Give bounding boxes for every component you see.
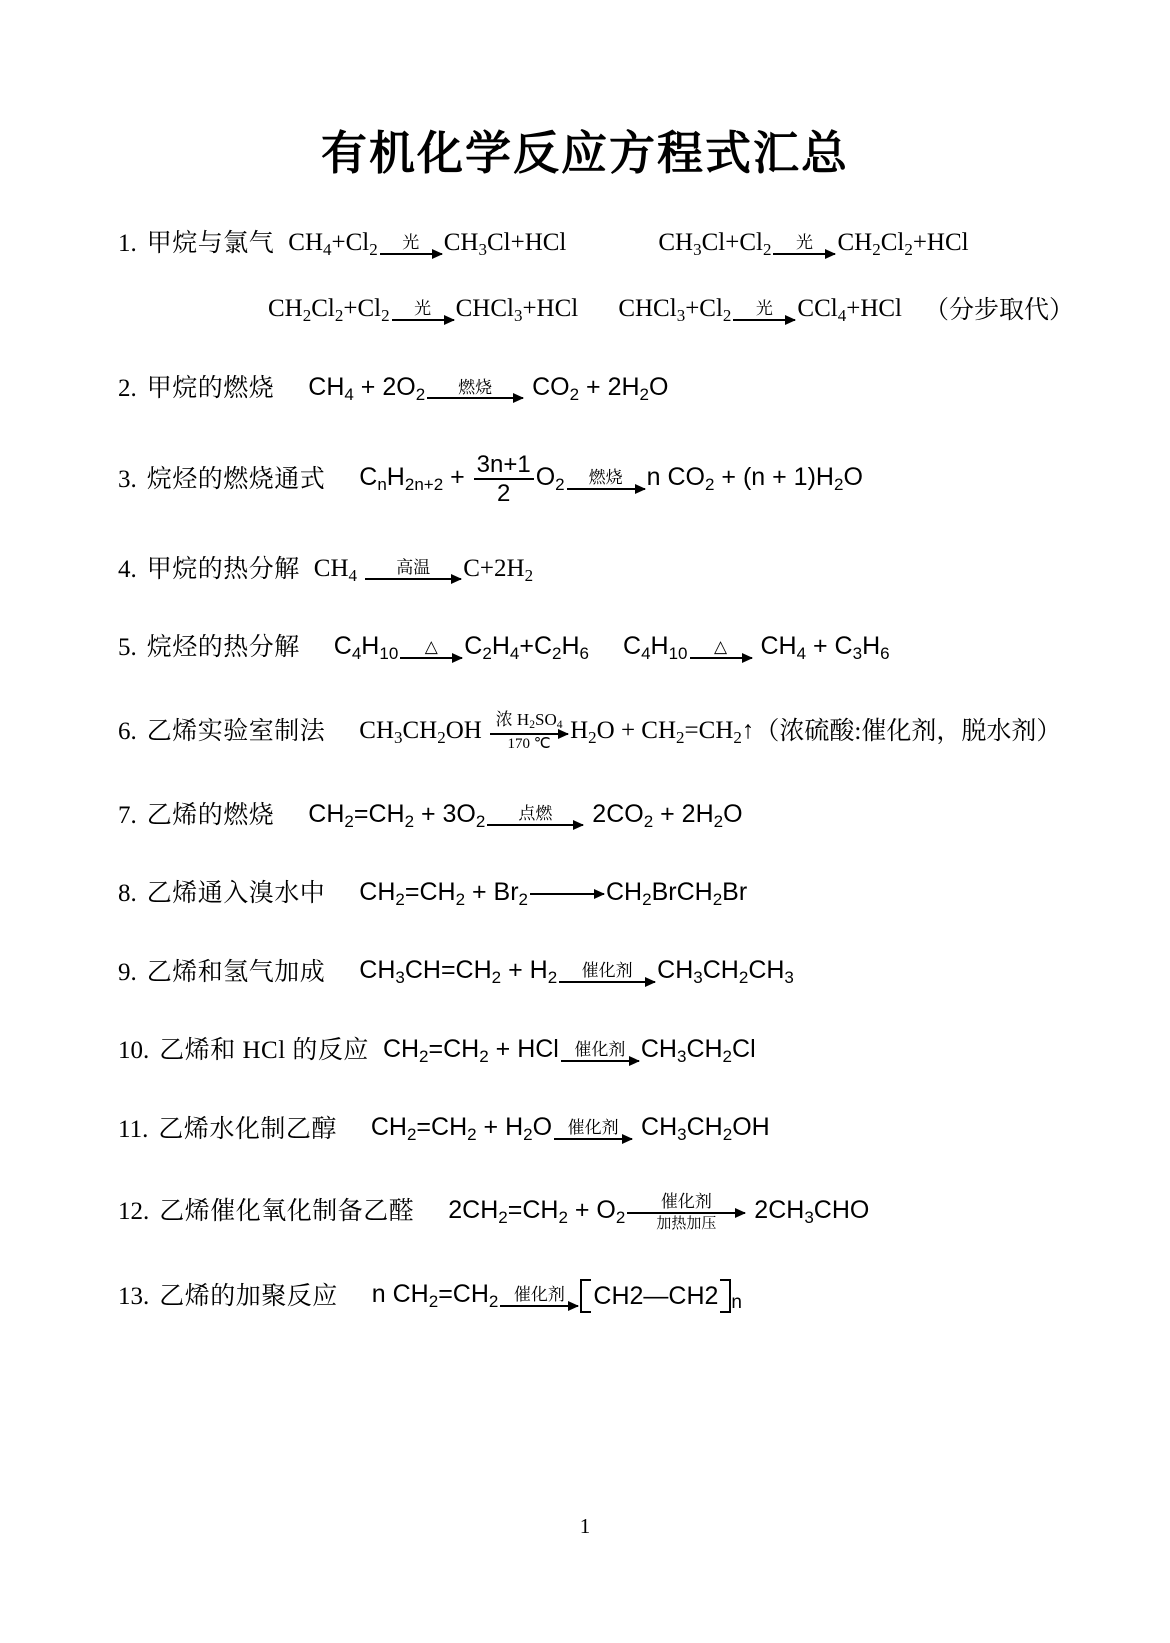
equation-list <box>0 229 1170 1313</box>
list-item-3 <box>118 452 1074 506</box>
products: $CH_3CH_2CH_3$ <box>657 956 794 988</box>
equation-row <box>118 229 1074 259</box>
item-label: 甲烷的燃烧 <box>146 375 275 403</box>
list-item-9 <box>118 957 1074 987</box>
products: CHCl$_3$+HCl <box>455 295 579 326</box>
equation-row <box>118 374 1074 404</box>
equation-row <box>118 711 1074 752</box>
arrow-shaft <box>773 253 835 255</box>
arrow-shaft <box>380 253 442 255</box>
reactants: $CH_2=CH_2 + H_2O$ <box>370 1113 553 1145</box>
arrow-condition-above: 燃烧 <box>588 467 623 487</box>
reaction-arrow <box>365 559 461 580</box>
arrow-shaft <box>690 657 752 659</box>
arrow-shaft <box>561 1060 639 1062</box>
arrow-shaft <box>365 578 461 580</box>
reaction-arrow <box>500 1286 578 1307</box>
equation-1a <box>288 229 566 259</box>
products: $CH_4 + C_3H_6$ <box>753 632 890 663</box>
item-number: 10. <box>118 1037 150 1065</box>
polymer-structure <box>580 1279 742 1313</box>
fraction-numerator: 3n+1 <box>476 451 531 479</box>
reactants: $CH_4 + 2O_2$ <box>308 372 426 404</box>
list-item-10 <box>118 1036 1074 1066</box>
arrow-condition-above: 催化剂 <box>513 1284 565 1304</box>
item-label: 甲烷与氯气 <box>146 230 275 258</box>
reactants: $CH_2=CH_2 + 3O_2$ <box>308 799 486 831</box>
reactants: $C_4H_{10}$ <box>333 632 399 663</box>
arrow-condition-above: △ <box>424 636 438 656</box>
list-item-5 <box>118 633 1074 663</box>
equation-row <box>118 633 1074 663</box>
reactants: $CH_4$ <box>313 554 357 585</box>
item-number: 8. <box>118 880 137 908</box>
products: $CO_2 + 2H_2O$ <box>525 372 669 404</box>
products: $C+2H_2$ <box>463 554 534 585</box>
arrow-condition-above: 催化剂 <box>581 961 633 981</box>
equation-13 <box>372 1279 742 1313</box>
equation-8 <box>359 879 747 909</box>
reactants: $C_nH_{2n+2}$ + <box>359 463 472 494</box>
equation-7 <box>308 801 742 831</box>
equation-1b <box>658 229 968 259</box>
arrow-shaft <box>400 657 462 659</box>
arrow-condition-above: 浓 $H_2SO_4$ <box>495 710 563 732</box>
reactants: n $CH_2=CH_2$ <box>371 1280 499 1311</box>
products: n $CO_2 + (n + 1)H_2O$ <box>646 463 863 494</box>
arrow-shaft <box>530 893 604 895</box>
arrow-shaft <box>733 319 795 321</box>
arrow-condition-above: 催化剂 <box>574 1039 626 1059</box>
item-number: 5. <box>118 634 137 662</box>
equation-row <box>118 295 1074 325</box>
item-label: 乙烯催化氧化制备乙醛 <box>159 1198 415 1226</box>
equation-9 <box>359 957 794 987</box>
list-item-4 <box>118 555 1074 585</box>
item-label: 烷烃的燃烧通式 <box>146 465 326 493</box>
item-note: （浓硫酸:催化剂，脱水剂） <box>754 718 1062 746</box>
fraction <box>474 452 534 506</box>
arrow-shaft <box>490 733 568 735</box>
reaction-arrow <box>733 300 795 321</box>
arrow-condition-above: 光 <box>402 232 420 252</box>
polymer-repeat-unit: CH2—CH2 <box>593 1282 719 1311</box>
equation-4 <box>314 555 533 585</box>
reactants: $CHCl_3+Cl_2$ <box>618 295 732 326</box>
item-label: 乙烯水化制乙醇 <box>158 1115 337 1143</box>
arrow-condition-above: 点燃 <box>518 804 553 824</box>
polymer-subscript: n <box>731 1292 742 1314</box>
reactants: $CH_3Cl+Cl_2$ <box>658 228 772 259</box>
equation-1c <box>268 295 578 325</box>
arrow-condition-above: 光 <box>795 232 813 252</box>
equation-row <box>118 555 1074 585</box>
products: $2CH_3CHO$ <box>747 1195 870 1227</box>
reaction-arrow <box>561 1041 639 1062</box>
equation-2 <box>308 374 668 404</box>
list-item-13 <box>118 1279 1074 1313</box>
equation-row <box>118 879 1074 909</box>
arrow-condition-above: 高温 <box>396 558 431 578</box>
equation-row <box>118 957 1074 987</box>
reaction-arrow <box>567 469 645 490</box>
item-note: （分步取代） <box>923 296 1074 324</box>
reactants: $2CH_2=CH_2 + O_2$ <box>448 1195 626 1227</box>
list-item-8 <box>118 879 1074 909</box>
item-label: 乙烯和氢气加成 <box>146 958 326 986</box>
arrow-condition-below: 加热加压 <box>656 1214 717 1232</box>
arrow-shaft <box>559 981 655 983</box>
equation-row <box>118 1279 1074 1313</box>
item-number: 11. <box>118 1115 149 1143</box>
page-number: 1 <box>579 1514 591 1538</box>
products: $CH_2BrCH_2Br$ <box>606 878 748 909</box>
item-label: 甲烷的热分解 <box>146 556 300 584</box>
reaction-arrow <box>490 711 568 752</box>
item-label: 烷烃的热分解 <box>146 634 300 662</box>
page-title: 有机化学反应方程式汇总 <box>321 128 849 179</box>
arrow-condition-above: △ <box>713 636 728 656</box>
list-item-6 <box>118 711 1074 752</box>
arrow-shaft <box>627 1212 745 1214</box>
products: $2CO_2 + 2H_2O$ <box>585 799 743 831</box>
equation-5a <box>334 633 589 663</box>
equation-3 <box>359 452 863 506</box>
reactants: $CH_3CH=CH_2 + H_2$ <box>359 956 558 988</box>
arrow-shaft <box>392 319 454 321</box>
bracket-left-icon <box>580 1279 591 1313</box>
arrow-shaft <box>554 1138 632 1140</box>
arrow-condition-above: 催化剂 <box>567 1118 619 1138</box>
item-number: 7. <box>118 802 137 830</box>
reaction-arrow <box>400 638 462 659</box>
item-label: 乙烯的加聚反应 <box>159 1282 338 1310</box>
reactants: $CH_2=CH_2$ + HCl <box>382 1034 559 1066</box>
products: $H_2O$ + $CH_2=CH_2↑$ <box>570 716 755 747</box>
arrow-condition-above: 催化剂 <box>660 1191 712 1211</box>
item-number: 3. <box>118 465 137 493</box>
products: $CH_3Cl+HCl$ <box>443 228 567 259</box>
fraction-denominator: 2 <box>497 480 511 508</box>
item-number: 1. <box>118 230 137 258</box>
equation-row <box>118 452 1074 506</box>
products: $C_2H_4+C_2H_6$ <box>464 632 589 663</box>
equation-row <box>118 1193 1074 1232</box>
equation-5b <box>623 633 890 663</box>
equation-10 <box>383 1036 756 1066</box>
arrow-shaft <box>500 1305 578 1307</box>
reactants: $CH_3CH_2OH$ <box>359 716 489 747</box>
reaction-arrow <box>392 300 454 321</box>
list-item-7 <box>118 801 1074 831</box>
item-number: 6. <box>118 718 137 746</box>
arrow-shaft <box>567 488 645 490</box>
item-label: 乙烯实验室制法 <box>146 718 326 746</box>
products: $CH_2Cl_2+HCl$ <box>837 228 969 259</box>
reactants: $CH_4+Cl_2$ <box>288 228 378 259</box>
list-item-12 <box>118 1193 1074 1232</box>
item-number: 2. <box>118 375 137 403</box>
item-number: 12. <box>118 1198 150 1226</box>
item-number: 4. <box>118 556 137 584</box>
arrow-shaft <box>427 397 523 399</box>
item-label: 乙烯的燃烧 <box>146 802 275 830</box>
equation-row <box>118 801 1074 831</box>
bracket-right-icon <box>720 1279 731 1313</box>
arrow-condition-above: 燃烧 <box>458 377 493 397</box>
products: $CH_3CH_2OH$ <box>634 1113 770 1145</box>
products: CCl$_4$+HCl <box>797 295 902 326</box>
equation-11 <box>371 1114 770 1144</box>
item-number: 13. <box>118 1282 150 1310</box>
equation-row <box>118 1114 1074 1144</box>
products: $CH_3CH_2Cl$ <box>640 1034 756 1066</box>
arrow-condition-above: 光 <box>755 299 773 319</box>
list-item-11 <box>118 1114 1074 1144</box>
reaction-arrow <box>627 1193 745 1232</box>
oxygen: $O_2$ <box>535 463 565 494</box>
reactants: $CH_2Cl_2+Cl_2$ <box>268 295 390 326</box>
reaction-arrow <box>554 1119 632 1140</box>
item-label: 乙烯和 HCl 的反应 <box>159 1037 369 1065</box>
reactants: $C_4H_{10}$ <box>623 632 688 663</box>
item-number: 9. <box>118 958 137 986</box>
reaction-arrow <box>559 962 655 983</box>
equation-1d <box>618 295 902 325</box>
reaction-arrow <box>773 234 835 255</box>
arrow-condition-above: 光 <box>414 299 432 319</box>
reaction-arrow <box>530 893 604 895</box>
reaction-arrow <box>487 805 583 826</box>
list-item-1 <box>118 229 1074 326</box>
item-label: 乙烯通入溴水中 <box>146 880 326 908</box>
equation-12 <box>448 1193 869 1232</box>
reactants: $CH_2=CH_2 + Br_2$ <box>359 878 528 909</box>
reaction-arrow <box>427 379 523 400</box>
arrow-condition-below: 170 ℃ <box>507 735 551 752</box>
reaction-arrow <box>380 234 442 255</box>
reaction-arrow <box>690 638 752 659</box>
equation-row <box>118 1036 1074 1066</box>
list-item-2 <box>118 374 1074 404</box>
arrow-shaft <box>487 824 583 826</box>
equation-6 <box>359 711 754 752</box>
